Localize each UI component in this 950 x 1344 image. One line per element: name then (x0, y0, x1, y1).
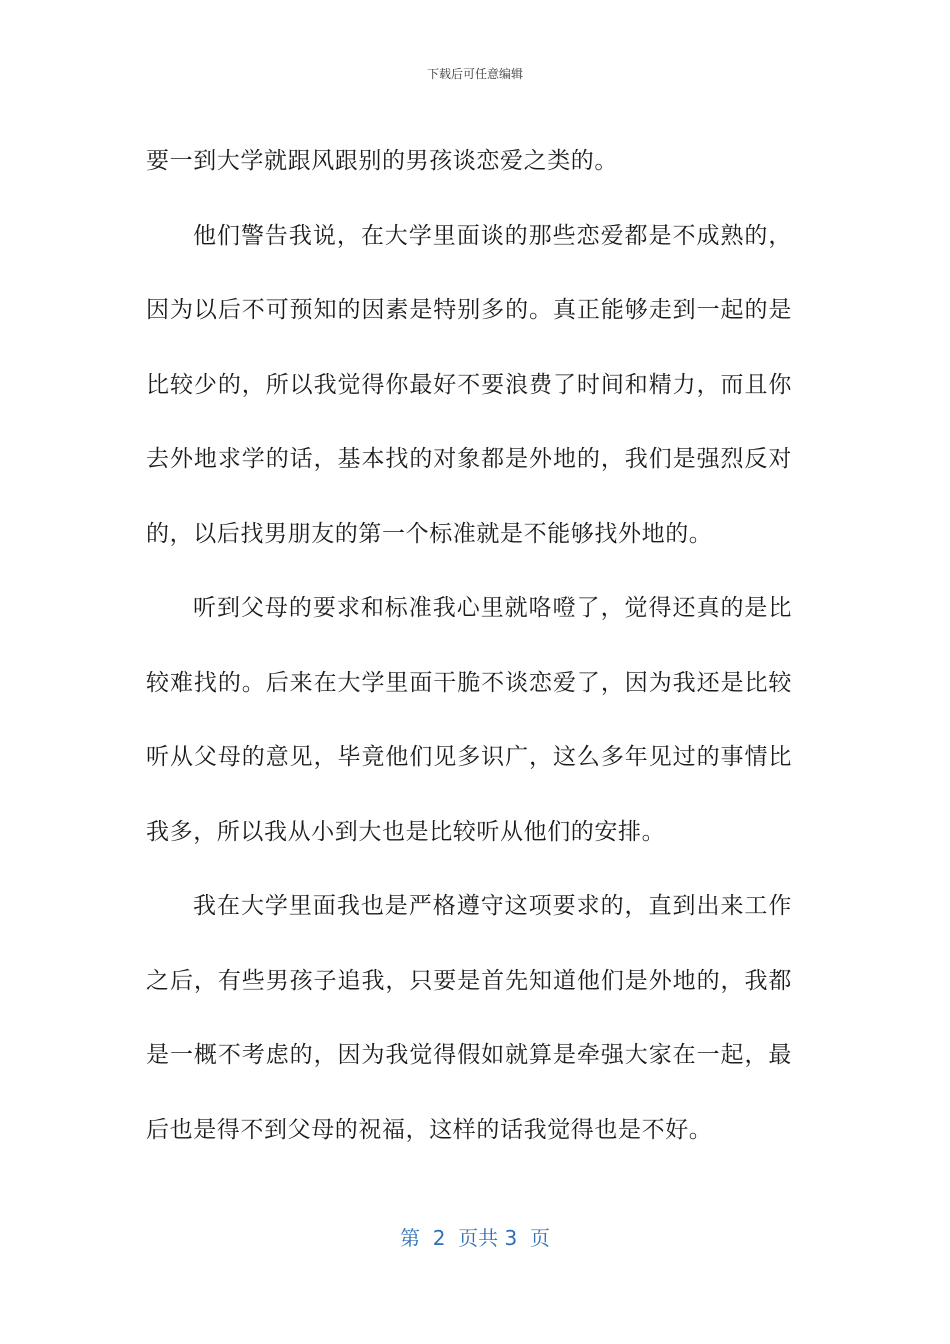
paragraph-continued: 要一到大学就跟风跟别的男孩谈恋爱之类的。 (146, 148, 618, 174)
paragraph: 他们警告我说，在大学里面谈的那些恋爱都是不成熟的，因为以后不可预知的因素是特别多的。真正能够走到一起的是比较少的，所以我觉得你最好不要浪费了时间和精力，而且你去外地求学的话，基本找的对象都是外地的，我们是强烈反对的，以后找男朋友的第一个标准就是不能够找外地的。 (146, 222, 792, 547)
page-header: 下载后可任意编辑 (426, 67, 523, 81)
document-body (146, 124, 792, 1167)
paragraph: 听到父母的要求和标准我心里就咯噔了，觉得还真的是比较难找的。后来在大学里面干脆不谈恋爱了，因为我还是比较听从父母的意见，毕竟他们见多识广，这么多年见过的事情比我多，所以我从小到大也是比较听从他们的安排。 (146, 595, 792, 845)
page-number-footer: 第 2 页共 3 页 (400, 1226, 550, 1250)
paragraph: 我在大学里面我也是严格遵守这项要求的，直到出来工作之后，有些男孩子追我，只要是首先知道他们是外地的，我都是一概不考虑的，因为我觉得假如就算是牵强大家在一起，最后也是得不到父母的祝福，这样的话我觉得也是不好。 (146, 893, 792, 1143)
